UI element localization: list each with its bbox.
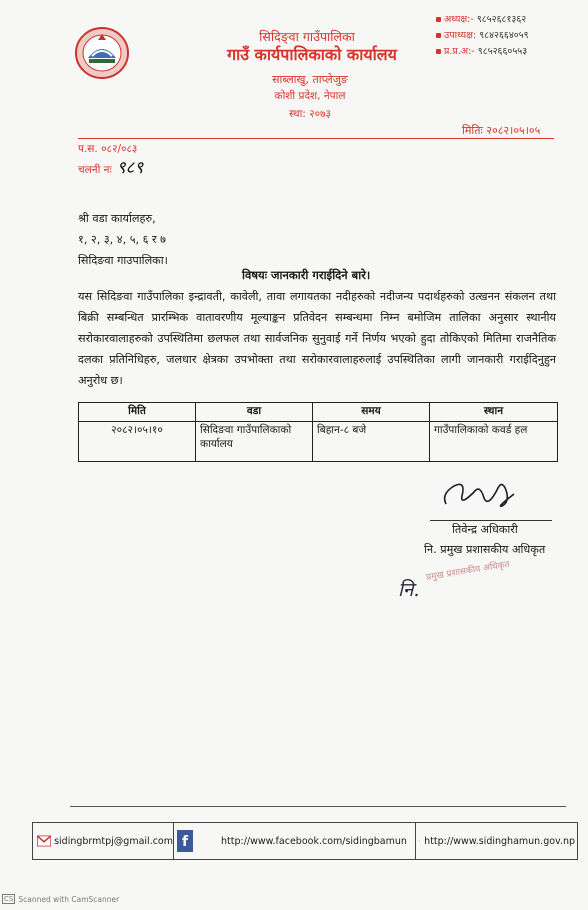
schedule-table: [78, 402, 558, 462]
cell-venue: गाउँपालिकाको कवर्ड हल: [430, 422, 558, 462]
municipality-emblem-icon: [74, 26, 130, 80]
col-venue: स्थान: [430, 403, 558, 422]
stamp-initial: नि.: [398, 579, 420, 601]
letter-date: मितिः २०८२।०५।०५: [462, 124, 541, 137]
signature-line: [430, 520, 552, 521]
chalani-row: [78, 155, 143, 178]
signatory-name: तिवेन्द्र अधिकारी: [452, 523, 518, 536]
letter-subject: विषयः जानकारी गराईदिने बारे।: [242, 268, 371, 282]
signature-mark: [436, 474, 526, 514]
office-province: कोशी प्रदेश, नेपाल: [274, 90, 346, 102]
cell-ward: सिदिङवा गाउँपालिकाको कार्यालय: [196, 422, 313, 462]
camscanner-watermark: CS Scanned with CamScanner: [4, 894, 120, 904]
footer-divider: [70, 806, 566, 807]
recipient-line-1: श्री वडा कार्यालहरु,: [78, 212, 156, 225]
footer-website[interactable]: http://www.sidinghamun.gov.np: [419, 823, 575, 859]
email-icon: [37, 834, 51, 848]
contact-vicechair: उपाध्यक्ष: ९८४२६६४०५९: [436, 28, 529, 44]
footer-facebook[interactable]: f http://www.facebook.com/sidingbamun: [177, 823, 413, 859]
office-name: गाउँ कार्यपालिकाको कार्यालय: [227, 45, 397, 64]
header-divider: [78, 138, 554, 139]
chalani-number: ९८९: [116, 158, 144, 178]
ref-ps: प.स. ०८२/०८३: [78, 143, 138, 155]
municipality-name: सिदिङ्वा गाउँपालिका: [259, 29, 355, 44]
recipient-line-2: १, २, ३, ४, ५, ६ र ७: [78, 233, 166, 246]
facebook-icon: f: [177, 830, 193, 852]
footer-contacts: [32, 822, 578, 860]
bullet-icon: [436, 17, 441, 22]
contact-cao: प्र.प्र.अ:- ९८५२६६०५५३: [436, 44, 529, 60]
camscanner-logo: CS: [4, 895, 14, 903]
contact-chair: अध्यक्ष:- ९८५२६८१३६२: [436, 12, 529, 28]
col-date: मिति: [79, 403, 196, 422]
chalani-label: चलनी नः: [78, 164, 112, 176]
cell-time: बिहान-८ बजे: [313, 422, 430, 462]
letter-body: यस सिदिङवा गाउँपालिका इन्द्रावती, कावेली, तावा लगायतका नदीहरुको नदीजन्य पदार्थहरुको उत्खनन संकलन तथा बिक्री सम्बन्धित प्रारम्भिक वातावरणीय मूल्याङ्कन प्रतिवेदन सम्बन्धमा निम्न बमोजिम तालिका अनुसार स्थानीय सरोकारवालाहरुको उपस्थितिमा छलफल तथा सार्वजनिक सुनुवाई गर्ने निर्णय भएको हुदा तोकिएको मितिमा राजनैतिक दलका प्रतिनिधिहरु, जलधार क्षेत्रका उपभोक्ता तथा सरोकारवालाहरुलाई उपस्थितिका लागी जानकारी गराईदिनुहुन अनुरोध छ।: [78, 290, 556, 387]
contact-list: [436, 12, 529, 60]
footer-separator: [173, 823, 174, 859]
stamp-text: प्रमुख प्रशासकीय अधिकृत: [425, 559, 511, 583]
table-header-row: [79, 403, 558, 422]
footer-separator: [415, 823, 416, 859]
col-ward: वडा: [196, 403, 313, 422]
table-row: [79, 422, 558, 462]
bullet-icon: [436, 49, 441, 54]
bullet-icon: [436, 33, 441, 38]
footer-email[interactable]: sidingbrmtpj@gmail.com: [37, 823, 173, 859]
signatory-title: नि. प्रमुख प्रशासकीय अधिकृत: [424, 543, 546, 556]
cell-date: २०८२।०५।१०: [79, 422, 196, 462]
office-address: साब्लाखु, ताप्लेजुङ: [272, 73, 348, 86]
col-time: समय: [313, 403, 430, 422]
globe-icon: [419, 833, 420, 849]
established-year: स्था: २०७३: [288, 108, 332, 120]
recipient-line-3: सिदिङवा गाउपालिका।: [78, 254, 168, 267]
